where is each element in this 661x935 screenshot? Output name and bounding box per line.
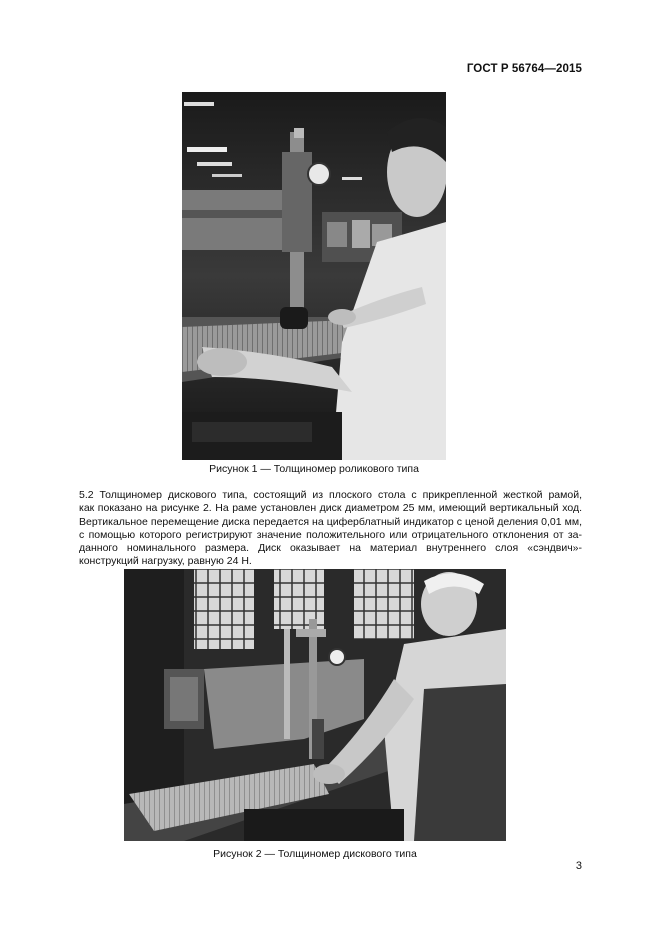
figure-1-caption: Рисунок 1 — Толщиномер роликового типа bbox=[209, 463, 419, 475]
paragraph-line: 5.2 Толщиномер дискового типа, состоящий из плоского стола с прикрепленной жесткой рамой, bbox=[79, 489, 582, 501]
paragraph-line: с помощью которого регистрируют значение положительного или отрицательного отклонения от за- bbox=[79, 528, 582, 541]
paragraph-line: конструкций нагрузку, равную 24 Н. bbox=[79, 555, 252, 568]
paragraph-line: Вертикальное перемещение диска передается на циферблатный индикатор с ценой деления 0,01 мм, bbox=[79, 515, 582, 528]
figure-2-caption: Рисунок 2 — Толщиномер дискового типа bbox=[213, 848, 417, 860]
figure-1-photo bbox=[182, 92, 446, 460]
figure-2-photo bbox=[124, 569, 506, 841]
paragraph-line: данного номинального размера. Диск оказывает на материал внутреннего слоя «сэндвич»- bbox=[79, 542, 582, 555]
paragraph-line: как показано на рисунке 2. На раме установлен диск диаметром 25 мм, имеющий вертикальный ход. bbox=[79, 502, 582, 515]
page-number: 3 bbox=[575, 860, 582, 872]
standard-designation: ГОСТ Р 56764—2015 bbox=[466, 63, 582, 75]
section-5-2-paragraph bbox=[79, 489, 582, 569]
